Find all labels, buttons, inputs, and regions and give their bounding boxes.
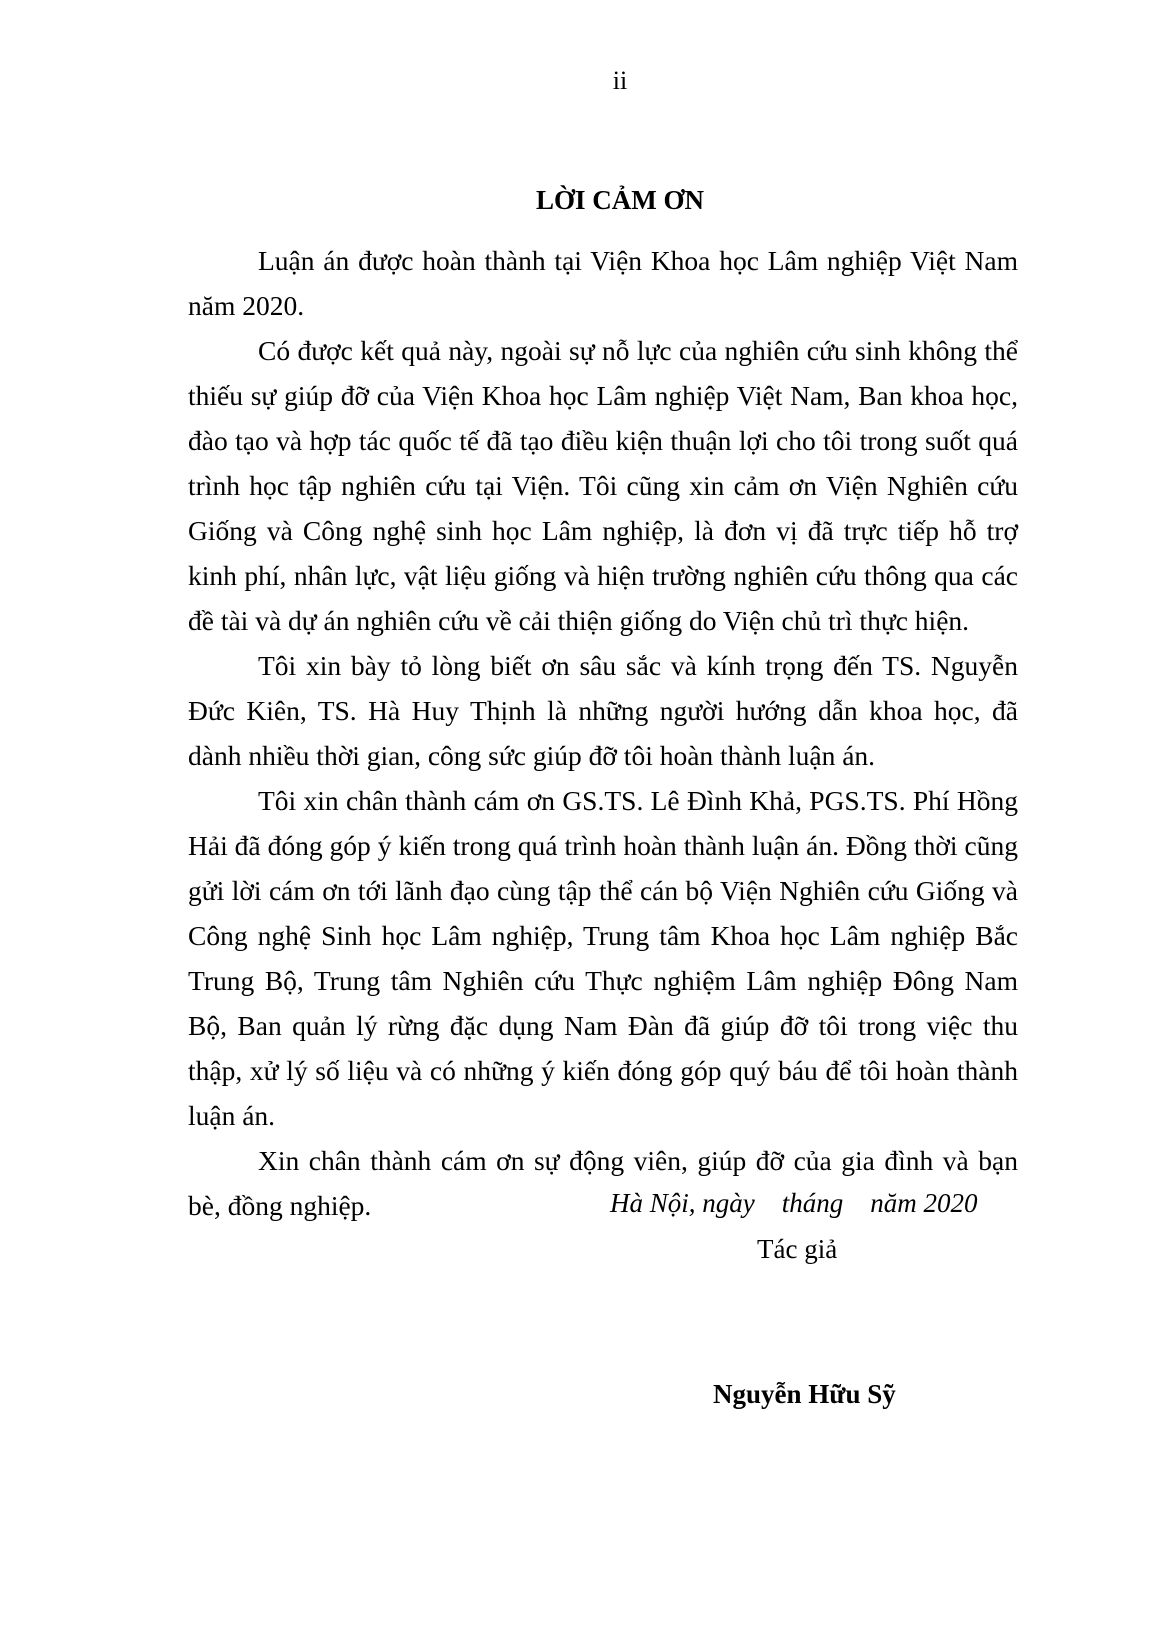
page-number: ii xyxy=(612,66,628,95)
author-name: Nguyễn Hữu Sỹ xyxy=(713,1379,896,1409)
page-title: LỜI CẢM ƠN xyxy=(536,185,704,215)
paragraph: Có được kết quả này, ngoài sự nỗ lực của nghiên cứu sinh không thể thiếu sự giúp đỡ của Viện Khoa học Lâm nghiệp Việt Nam, Ban khoa học, đào tạo và hợp tác quốc tế đã tạo điều kiện thuận lợi cho tôi trong suốt quá trình học tập nghiên cứu tại Viện. Tôi cũng xin cảm ơn Viện Nghiên cứu Giống và Công nghệ sinh học Lâm nghiệp, là đơn vị đã trực tiếp hỗ trợ kinh phí, nhân lực, vật liệu giống và hiện trường nghiên cứu thông qua các đề tài và dự án nghiên cứu về cải thiện giống do Viện chủ trì thực hiện. xyxy=(188,335,1018,636)
paragraph: Xin chân thành cám ơn sự động viên, giúp đỡ của gia đình và bạn bè, đồng nghiệp. xyxy=(188,1145,1018,1221)
paragraph: Luận án được hoàn thành tại Viện Khoa học Lâm nghiệp Việt Nam năm 2020. xyxy=(188,245,1018,321)
paragraph: Tôi xin bày tỏ lòng biết ơn sâu sắc và kính trọng đến TS. Nguyễn Đức Kiên, TS. Hà Huy Thịnh là những người hướng dẫn khoa học, đã dành nhiều thời gian, công sức giúp đỡ tôi hoàn thành luận án. xyxy=(188,650,1018,771)
author-label: Tác giả xyxy=(757,1234,838,1264)
signature-date-line: Hà Nội, ngày tháng năm 2020 xyxy=(610,1188,978,1218)
paragraph: Tôi xin chân thành cám ơn GS.TS. Lê Đình Khả, PGS.TS. Phí Hồng Hải đã đóng góp ý kiến trong quá trình hoàn thành luận án. Đồng thời cũng gửi lời cám ơn tới lãnh đạo cùng tập thể cán bộ Viện Nghiên cứu Giống và Công nghệ Sinh học Lâm nghiệp, Trung tâm Khoa học Lâm nghiệp Bắc Trung Bộ, Trung tâm Nghiên cứu Thực nghiệm Lâm nghiệp Đông Nam Bộ, Ban quản lý rừng đặc dụng Nam Đàn đã giúp đỡ tôi trong việc thu thập, xử lý số liệu và có những ý kiến đóng góp quý báu để tôi hoàn thành luận án. xyxy=(188,785,1018,1131)
acknowledgement-body xyxy=(188,238,1018,1228)
